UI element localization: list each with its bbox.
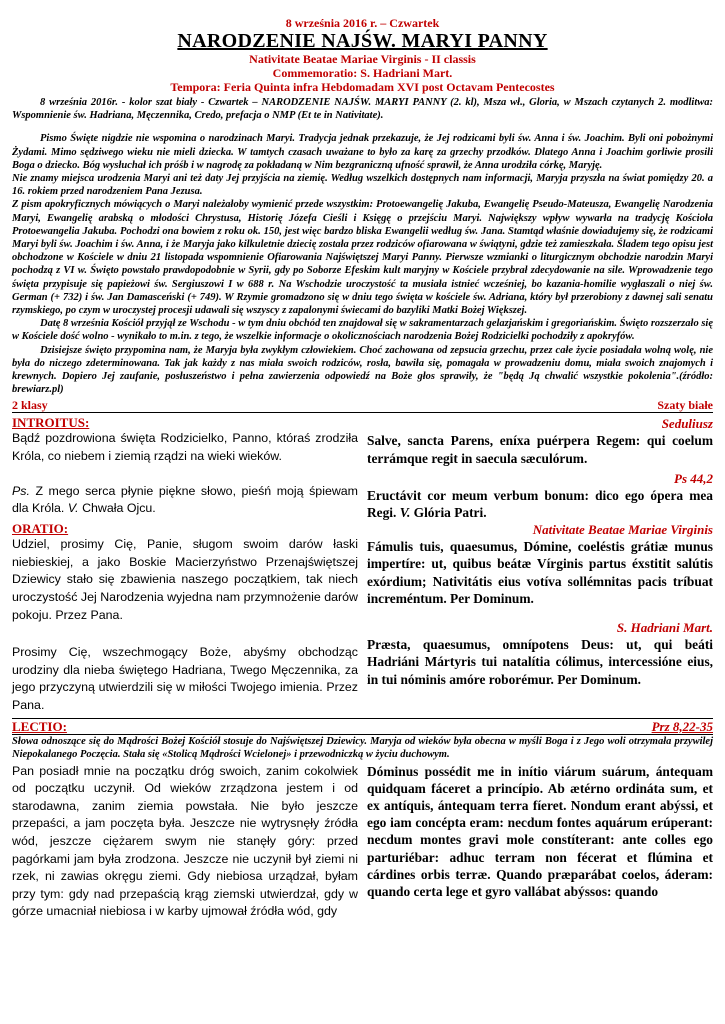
psalm-text: Z mego serca płynie piękne słowo, pieśń moją śpiewam dla Króla.	[12, 483, 358, 516]
date-line: 8 września 2016 r. – Czwartek	[285, 16, 440, 30]
latin-psalm-text: Eructávit cor meum verbum bonum: dico ego ópera mea Regi.	[367, 487, 713, 521]
lectio-section	[12, 763, 713, 921]
oratio-section	[12, 521, 713, 714]
introitus-polish-column	[12, 415, 358, 521]
oratio-polish-text-1: Udziel, prosimy Cię, Panie, sługom swoim darów łaski niebieskiej, a jako Boskie Macierzyństwo Przenajświętszej Dziewicy stało się zbawienia naszego początkiem, tak niech uroczystość Jej Narodzenia wyjedna nam przymnożenie darów pokoju. Przez Pana.	[12, 537, 358, 622]
intro-paragraph-3: Z pism apokryficznych mówiących o Maryi należałoby wymienić przede wszystkim: Protoewangelię Jakuba, Ewangelię Pseudo-Mateusza, Ewangelię Narodzenia Maryi, Ewangelię arabską o młodości Chrystusa, Historię Józefa Cieśli i Księgę o przejściu Maryi. Największy wpływ wywarła na tradycję Kościoła Protoewangelia Jakuba. Pochodzi ona bowiem z roku ok. 150, jest więc bardzo bliska Ewangelii według św. Jana. Stamtąd właśnie dowiadujemy się, że rodzicami Maryi byli św. Joachim i św. Anna, i że Maryja jako kilkuletnie dziecię została przez rodziców ofiarowana w świątyni, gdzie też zamieszkała. Śladem tego opisu jest obchodzone w Kościele w dniu 21 listopada wspomnienie Ofiarowania Najświętszej Maryi Panny. Pierwsze wzmianki o liturgicznym obchodzie narodzin Maryi pochodzą z VI w. Święto powstało prawdopodobnie w Syrii, gdy po Soborze Efeskim kult maryjny w Kościele przybrał zdecydowanie na sile. Wprowadzenie tego święta przypisuje się papieżowi św. Sergiuszowi I w 688 r. Na Wschodzie uroczystość ta musiała istnieć wcześniej, bo kazania-homilie wygłaszali o niej św. German (+ 732) i św. Jan Damasceński (+ 749). W Rzymie gromadzono się w dniu tego święta w kościele św. Adriana, który był przerobiony z dawnej sali senatu rzymskiego, po czym w uroczystej procesji udawali się wszyscy z zapalonymi świecami do bazyliki Matki Bożej Większej.	[12, 199, 713, 317]
latin-feast-name: Nativitate Beatae Mariae Virginis - II classis	[249, 52, 476, 66]
introitus-latin-source: Seduliusz	[661, 416, 713, 432]
intro-paragraph-5: Dzisiejsze święto przypomina nam, że Maryja była zwykłym człowiekiem. Choć zachowana od zepsucia grzechu, przez całe życie posiadała wolną wolę, nie była do niczego zdeterminowana. Tak jak każdy z nas miała swoich rodziców, rosła, bawiła się, pomagała w prowadzeniu domu, miała swoich znajomych i krewnych. Dopiero Jej zaufanie, posłuszeństwo i pełna zawierzenia odpowiedź na Boże głos sprawiły, że "będą Ją chwalić wszystkie pokolenia".(źródło: brewiarz.pl)	[12, 344, 713, 396]
page	[12, 0, 713, 921]
oratio-latin-text-1: Fámulis tuis, quaesumus, Dómine, coeléstis grátiæ munus impertíre: ut, quibus beátæ Vírginis partus éxstitit salútis exórdium; Nativitátis eius votíva sollémnitas pacis tríbuat increméntum. Per Dominum.	[367, 539, 713, 606]
intro-paragraph-2: Nie znamy miejsca urodzenia Maryi ani też daty Jej przyjścia na ziemię. Według wszelkich dostępnych nam informacji, Maryja przyszła na świat pomiędzy 20. a 16. rokiem przed narodzeniem Pana Jezusa.	[12, 173, 713, 198]
oratio-latin-label-2: S. Hadriani Mart.	[616, 620, 713, 636]
oratio-polish-text-2: Prosimy Cię, wszechmogący Boże, abyśmy obchodząc urodziny dla nieba świętego Hadriana, Twego Męczennika, za jego przyczyną utwierdzili się w miłości Twojego imienia. Przez Pana.	[12, 645, 358, 713]
tempora-line: Tempora: Feria Quinta infra Hebdomadam XVI post Octavam Pentecostes	[170, 80, 555, 94]
lectio-note: Słowa odnoszące się do Mądrości Bożej Kościół stosuje do Najświętszej Dziewicy. Maryja od wieków była obecna w myśli Boga i z Jego woli otrzymała przywilej Niepokalanego Poczęcia. Stała się «Stolicą Mądrości Wcielonej» i przewodniczką w życiu duchowym.	[12, 735, 713, 760]
class-label: 2 klasy	[12, 398, 48, 413]
lectio-latin-text: Dóminus possédit me in inítio viárum suárum, ántequam quidquam fáceret a princípio. Ab ætérno ordináta sum, et ex antíquis, ántequam terra fíeret. Nondum erant abýssi, et ego iam concépta eram: necdum fontes aquárum erúperant: necdum montes gravi mole constíterant: ante colles ego parturiébar: adhuc terram non fécerat et flúmina et cárdines orbis terræ. Quando præparábat coelos, áderam: quando certa lege et gyro vallábat abýssos: quando	[367, 763, 713, 900]
intro-paragraph-1: Pismo Święte nigdzie nie wspomina o narodzinach Maryi. Tradycja jednak przekazuje, że Jej rodzicami byli św. Anna i św. Joachim. Byli oni pobożnymi Żydami. Mimo sędziwego wieku nie mieli dziecka. W tamtych czasach uważane to było za karę za grzechy przodków. Dlatego Anna i Joachim gorliwie prosili Boga o dziecko. Bóg wysłuchał ich próśb i w nagrodę za pokładaną w Nim bezgraniczną ufność sprawił, że Anna urodziła córkę, Maryję.	[12, 133, 713, 171]
lectio-latin-column	[367, 763, 713, 921]
introitus-section	[12, 415, 713, 521]
introitus-label: INTROITUS:	[12, 415, 90, 431]
introitus-polish-text: Bądź pozdrowiona święta Rodzicielko, Panno, któraś zrodziła Króla, co niebem i ziemią rządzi na wieki wieków.	[12, 431, 358, 464]
versicle-text: Chwała Ojcu.	[82, 501, 156, 516]
latin-versicle-text: Glória Patri.	[413, 505, 487, 521]
commemoratio-line: Commemoratio: S. Hadriani Mart.	[272, 66, 453, 80]
introitus-latin-psalm	[367, 487, 713, 521]
intro-paragraph-4: Datę 8 września Kościół przyjął ze Wschodu - w tym dniu obchód ten znajdował się w sakramentarzach gelazjańskim i gregoriańskim. Święto rozszerzało się w Kościele dość wolno - wynikało to m.in. z tego, że wszelkie informacje o okolicznościach narodzenia Bożej Rodzicielki pochodziły z apokryfów.	[12, 318, 713, 343]
page-title: NARODZENIE NAJŚW. MARYI PANNY	[177, 30, 548, 52]
psalm-marker: Ps.	[12, 483, 30, 498]
oratio-polish-column	[12, 521, 358, 714]
intro-summary: 8 września 2016r. - kolor szat biały - Czwartek – NARODZENIE NAJŚW. MARYI PANNY (2. kl), Msza wł., Gloria, w Mszach czytanych 2. modlitwa: Wspomnienie św. Hadriana, Męczennika, Credo, prefacja o NMP (Et te in Nativitate).	[12, 97, 713, 122]
introitus-latin-text: Salve, sancta Parens, eníxa puérpera Regem: qui coelum terrámque regit in saecula sæculórum.	[367, 433, 713, 466]
oratio-latin-column	[367, 521, 713, 714]
introitus-polish-psalm	[12, 483, 358, 518]
lectio-bar	[12, 718, 713, 735]
oratio-latin-label-1: Nativitate Beatae Mariae Virginis	[532, 522, 713, 538]
psalm-reference: Ps 44,2	[674, 470, 713, 486]
lectio-polish-text: Pan posiadł mnie na początku dróg swoich, zanim cokolwiek od początku uczynił. Od wieków zrządzona jestem i od starodawna, zanim ziemia powstała. Nie było jeszcze przepaści, a jam poczęta była. Jeszcze nie wytrysnęły źródła wód, jeszcze ciężarem swym nie stanęły góry: przed pagórkami jam była zrodzona. Jeszcze nie uczynił był ziemi ni rzek, ni zawias okręgu ziemi. Gdy niebiosa urządzał, byłam przy tym: gdy nad przepaścią krąg ziemski utwierdzał, gdy w górze umacniał niebiosa i w karby ujmował źródła wód, gdy	[12, 763, 358, 919]
lectio-label: LECTIO:	[12, 718, 67, 734]
versicle-marker: V.	[67, 501, 79, 516]
oratio-label: ORATIO:	[12, 521, 69, 537]
intro-section	[12, 96, 713, 396]
vestment-color-label: Szaty białe	[657, 398, 713, 413]
lectio-polish-column	[12, 763, 358, 921]
lectio-reference: Prz 8,22-35	[651, 718, 713, 734]
latin-versicle-marker: V.	[399, 505, 411, 521]
introitus-latin-column	[367, 415, 713, 521]
class-bar	[12, 398, 713, 413]
oratio-latin-text-2: Præsta, quaesumus, omnípotens Deus: ut, qui beáti Hadriáni Mártyris tui natalítia cólimus, intercessióne eius, in tui nóminis amóre roborémur. Per Dominum.	[367, 637, 713, 687]
